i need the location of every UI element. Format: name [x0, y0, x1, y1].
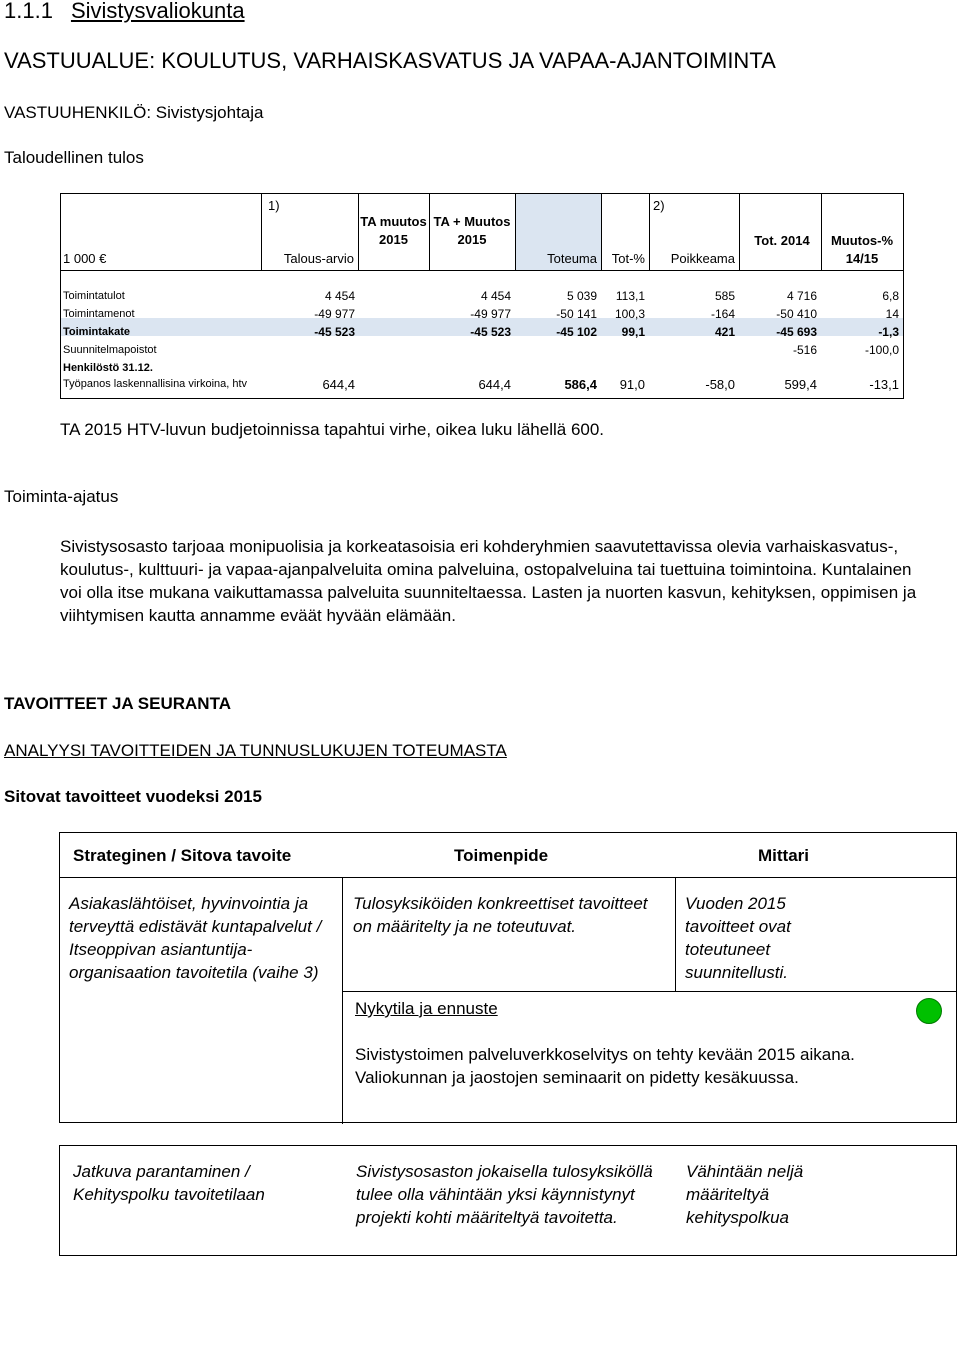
header-tot-2014: Tot. 2014	[754, 233, 810, 248]
metric-2: Vähintään neljä määriteltyä kehityspolkua	[686, 1162, 804, 1227]
mission-text: Sivistysosasto tarjoaa monipuolisia ja korkeatasoisia eri kohderyhmien saavutettavissa olevia varhaiskasvatus-, koulutus-, kulttuuri- ja vapaa-ajanpalveluita omina palveluina, ostopalveluina tai tuettuina toimintoina. Kuntalainen voi olla itse mukana vaikuttamassa palveluita suunniteltaessa. Lasten ja nuorten kasvun, kehityksen, oppimisen ja viihtymisen kautta annamme eväät hyvään elämään.	[60, 537, 917, 625]
header-talousarvio: Talous-arvio	[283, 251, 354, 266]
goals-table	[59, 832, 957, 1123]
htv-note: TA 2015 HTV-luvun budjetoinnissa tapahtui virhe, oikea luku lähellä 600.	[60, 420, 605, 439]
goal-2: Jatkuva parantaminen / Kehityspolku tavoitetilaan	[73, 1162, 265, 1204]
header-ta-muutos: TA muutos 2015	[360, 214, 427, 247]
financial-heading: Taloudellinen tulos	[4, 148, 144, 167]
goals-heading: TAVOITTEET JA SEURANTA	[4, 694, 231, 713]
goals-table-2	[59, 1145, 957, 1256]
note-1: 1)	[268, 198, 280, 213]
status-heading: Nykytila ja ennuste	[355, 999, 498, 1018]
unit-label: 1 000 €	[63, 251, 107, 266]
goals-table-header	[60, 833, 956, 878]
table-row: Henkilöstö 31.12.	[63, 362, 153, 374]
responsible-person: VASTUUHENKILÖ: Sivistysjohtaja	[4, 103, 264, 122]
header-ta-plus-muutos: TA + Muutos 2015	[433, 214, 511, 247]
responsibility-area: VASTUUALUE: KOULUTUS, VARHAISKASVATUS JA VAPAA-AJANTOIMINTA	[4, 48, 776, 73]
header-toteuma: Toteuma	[547, 251, 597, 266]
section-title-link[interactable]: Sivistysvaliokunta	[70, 0, 245, 23]
col-goal-header: Strateginen / Sitova tavoite	[73, 846, 292, 865]
col-action-header: Toimenpide	[454, 846, 549, 865]
table-row: Toimintatulot 4 454 4 454 5 039 113,1 585 4 716 6,8	[63, 289, 899, 303]
header-poikkeama: Poikkeama	[670, 251, 735, 266]
table-row: Toimintakate -45 523 -45 523 -45 102 99,1 421 -45 693 -1,3	[63, 325, 899, 339]
status-indicator-green	[916, 998, 942, 1024]
header-tot-pct: Tot-%	[611, 251, 645, 266]
col-metric-header: Mittari	[758, 846, 809, 865]
table-row: Työpanos laskennallisina virkoina, htv 644,4 644,4 586,4 91,0 -58,0 599,4 -13,1	[63, 377, 899, 392]
action-2: Sivistysosaston jokaisella tulosyksiköllä tulee olla vähintään yksi käynnistynyt projekti kohti määriteltyä tavoitetta.	[356, 1162, 653, 1227]
note-2: 2)	[653, 198, 665, 213]
table-row: Suunnitelmapoistot -516 -100,0	[63, 343, 899, 357]
binding-goals-heading: Sitovat tavoitteet vuodeksi 2015	[4, 787, 262, 806]
financial-table	[60, 193, 904, 399]
analysis-heading: ANALYYSI TAVOITTEIDEN JA TUNNUSLUKUJEN TOTEUMASTA	[4, 741, 507, 760]
header-muutos-pct: Muutos-% 14/15	[830, 233, 894, 266]
mission-heading: Toiminta-ajatus	[4, 487, 119, 506]
section-number: 1.1.1	[4, 0, 53, 23]
status-text: Sivistystoimen palveluverkkoselvitys on tehty kevään 2015 aikana. Valiokunnan ja jaostojen seminaarit on pidetty kesäkuussa.	[355, 1045, 855, 1087]
table-row: Toimintamenot -49 977 -49 977 -50 141 100,3 -164 -50 410 14	[63, 307, 899, 321]
action-1: Tulosyksiköiden konkreettiset tavoitteet on määritelty ja ne toteutuvat.	[353, 894, 648, 936]
section-heading	[4, 0, 245, 24]
goal-1: Asiakaslähtöiset, hyvinvointia ja terveyttä edistävät kuntapalvelut / Itseoppivan asiantuntija-organisaation tavoitetila (vaihe 3)	[69, 894, 322, 982]
metric-1: Vuoden 2015 tavoitteet ovat toteutuneet suunnitellusti.	[685, 894, 791, 982]
